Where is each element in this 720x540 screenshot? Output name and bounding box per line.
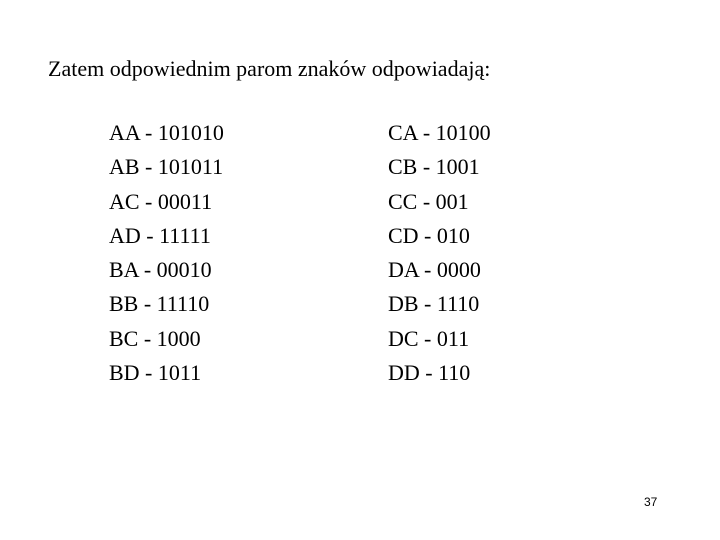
- code-item: DB - 1110: [388, 291, 480, 317]
- code-item: BB - 11110: [109, 291, 210, 317]
- code-item: AB - 101011: [109, 154, 224, 180]
- code-item: CC - 001: [388, 188, 469, 214]
- code-list-left: [109, 118, 224, 392]
- code-item: CB - 1001: [388, 154, 480, 180]
- code-item: BD - 1011: [109, 360, 202, 386]
- code-item: DA - 0000: [388, 257, 481, 283]
- code-item: CD - 010: [388, 222, 470, 248]
- code-item: AA - 101010: [109, 120, 224, 145]
- code-item: BC - 1000: [109, 325, 201, 351]
- code-item: BA - 00010: [109, 257, 212, 283]
- slide-title: Zatem odpowiednim parom znaków odpowiadają:: [48, 56, 491, 81]
- code-item: DC - 011: [388, 325, 470, 351]
- page-number: 37: [644, 495, 658, 509]
- code-item: DD - 110: [388, 360, 471, 386]
- code-item: CA - 10100: [388, 120, 491, 145]
- code-list-right: [388, 118, 491, 392]
- code-item: AD - 11111: [109, 222, 211, 248]
- code-item: AC - 00011: [109, 188, 213, 214]
